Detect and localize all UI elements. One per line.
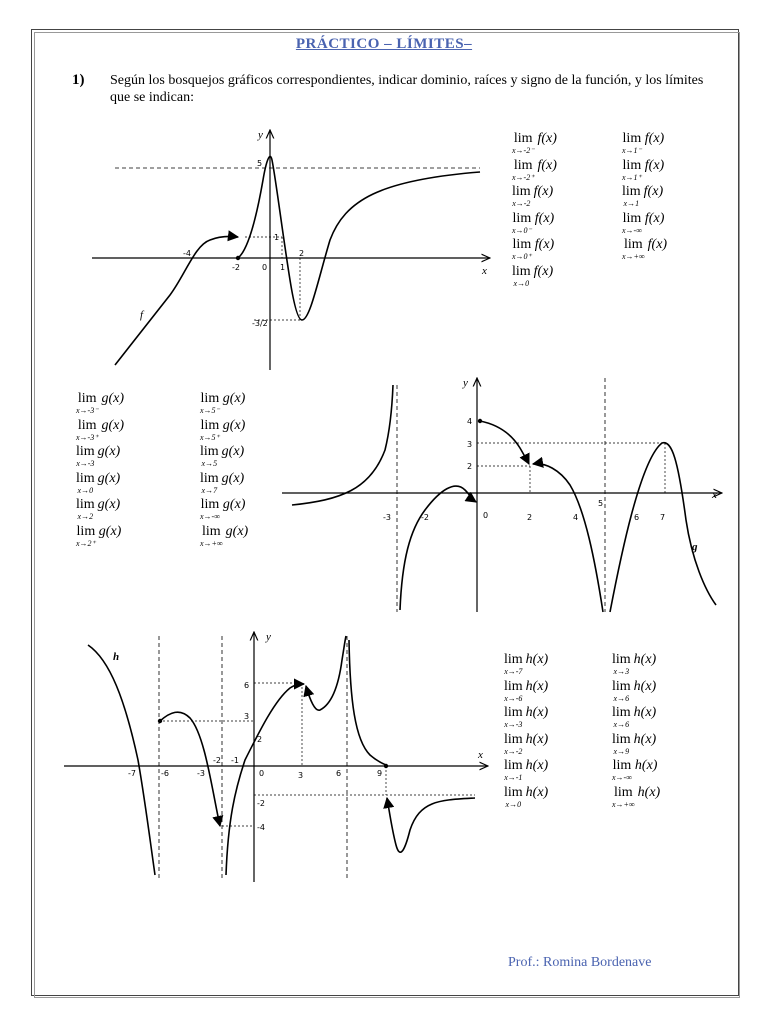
graph-g-curve-5 <box>610 443 716 612</box>
tick-label: 3 <box>244 712 250 721</box>
graph-h-curve-2 <box>160 712 220 826</box>
tick-label: 0 <box>483 511 489 520</box>
tick-label: -6 <box>161 769 169 778</box>
graph-g-x-label: x <box>712 489 717 501</box>
limit-expression: lim x→0 h(x) <box>504 784 549 809</box>
limit-expression: lim x→+∞ h(x) <box>612 784 661 809</box>
tick-label: 6 <box>336 769 342 778</box>
tick-label: -7 <box>128 769 136 778</box>
graph-g-curve-4 <box>533 464 603 612</box>
graph-g-y-label: y <box>463 377 468 389</box>
limit-expression: lim x→-2 f(x) <box>512 184 554 208</box>
tick-label: -1 <box>231 756 239 765</box>
limit-expression: lim x→0⁺ f(x) <box>512 237 555 261</box>
limit-expression: lim x→0⁻ f(x) <box>512 210 555 235</box>
limit-expression: lim x→6 h(x) <box>612 678 657 703</box>
tick-label: -4 <box>257 823 265 832</box>
graph-h-curve-5 <box>349 640 386 765</box>
graph-h-y-label: y <box>266 631 271 643</box>
limit-expression: lim x→-3 g(x) <box>76 444 121 468</box>
graph-h-curve-4 <box>306 636 346 710</box>
tick-label: -3/2 <box>252 319 268 328</box>
limit-expression: lim x→-1 h(x) <box>504 758 549 782</box>
graph-f-x-label: x <box>482 265 487 277</box>
limit-expression: lim x→-2 h(x) <box>504 731 549 756</box>
limit-expression: lim x→-2⁺ f(x) <box>512 157 557 182</box>
limit-expression: lim x→2⁺ g(x) <box>76 523 122 548</box>
limit-expression: lim x→+∞ g(x) <box>200 523 249 548</box>
tick-label: 7 <box>660 513 666 522</box>
tick-label: -2 <box>421 513 429 522</box>
limit-expression: lim x→+∞ f(x) <box>622 237 668 261</box>
tick-label: 1 <box>280 263 286 272</box>
tick-label: 4 <box>573 513 579 522</box>
graph-g-func-label: g <box>692 541 698 553</box>
tick-label: 2 <box>467 462 473 471</box>
limit-expression: lim x→6 h(x) <box>612 705 657 729</box>
graph-h-func-label: h <box>113 651 120 663</box>
graph-g-curve-3 <box>480 421 529 464</box>
limit-expression: lim x→0 g(x) <box>76 470 121 495</box>
tick-label: 6 <box>244 681 250 690</box>
limit-expression: lim x→-3⁺ g(x) <box>76 417 124 442</box>
tick-label: 5 <box>257 159 263 168</box>
limit-expression: lim x→-7 h(x) <box>504 652 549 676</box>
limit-expression: lim x→-3⁻ g(x) <box>76 391 124 415</box>
tick-label: -4 <box>183 249 191 258</box>
tick-label: 0 <box>262 263 268 272</box>
graph-h-curve-3 <box>226 684 304 875</box>
graph-h <box>64 631 488 882</box>
limit-expression: lim x→5 g(x) <box>200 444 245 468</box>
graph-g-curve-2 <box>400 486 476 610</box>
graph-g <box>282 377 722 612</box>
limit-expression: lim x→7 g(x) <box>200 470 245 495</box>
tick-label: 3 <box>298 771 304 780</box>
graph-f-y-label: y <box>258 129 263 141</box>
graph-f <box>92 129 490 370</box>
limit-expression: lim x→3 h(x) <box>612 652 657 676</box>
graph-f-curve-left <box>115 236 238 365</box>
tick-label: -2 <box>257 799 265 808</box>
limit-expression: lim x→5⁻ g(x) <box>200 391 246 415</box>
graph-h-curve-1 <box>88 645 155 875</box>
limit-expression: lim x→2 g(x) <box>76 497 121 521</box>
limit-expression: lim x→-2⁻ f(x) <box>512 131 557 155</box>
tick-label: -2 <box>232 263 240 272</box>
tick-label: -3 <box>383 513 391 522</box>
tick-label: 2 <box>299 249 305 258</box>
limit-expression: lim x→1⁺ f(x) <box>622 157 665 182</box>
graph-h-curve-6 <box>387 798 475 852</box>
question-text: Según los bosquejos gráficos correspondientes, indicar dominio, raíces y signo de la función, y los límites que se indican: <box>110 73 704 105</box>
limit-expression: lim x→1 f(x) <box>622 184 664 208</box>
tick-label: 4 <box>467 417 473 426</box>
graph-h-x-label: x <box>478 749 483 761</box>
tick-label: 2 <box>527 513 533 522</box>
limit-expression: lim x→5⁺ g(x) <box>200 417 246 442</box>
tick-label: 2 <box>257 735 263 744</box>
question-number: 1) <box>72 72 85 88</box>
tick-label: -2 <box>213 756 221 765</box>
tick-label: 9 <box>377 769 383 778</box>
limit-expression: lim x→-6 h(x) <box>504 678 549 703</box>
tick-label: 5 <box>598 499 604 508</box>
tick-label: -3 <box>197 769 205 778</box>
page-title: PRÁCTICO – LÍMITES– <box>295 36 473 52</box>
limit-expression: lim x→-3 h(x) <box>504 705 549 729</box>
tick-label: 0 <box>259 769 265 778</box>
tick-label: 3 <box>467 440 473 449</box>
author-credit: Prof.: Romina Bordenave <box>508 955 652 970</box>
graph-g-curve-1 <box>292 385 393 505</box>
limit-expression: lim x→9 h(x) <box>612 731 657 756</box>
limit-expression: lim x→1⁻ f(x) <box>622 131 665 155</box>
limit-expression: lim x→0 f(x) <box>512 263 554 288</box>
limit-expression: lim x→-∞ g(x) <box>200 497 246 521</box>
limit-expression: lim x→-∞ f(x) <box>622 210 665 235</box>
tick-label: 6 <box>634 513 640 522</box>
graph-f-func-label: f <box>140 309 144 321</box>
tick-label: 1 <box>274 233 280 242</box>
limit-expression: lim x→-∞ h(x) <box>612 758 658 782</box>
